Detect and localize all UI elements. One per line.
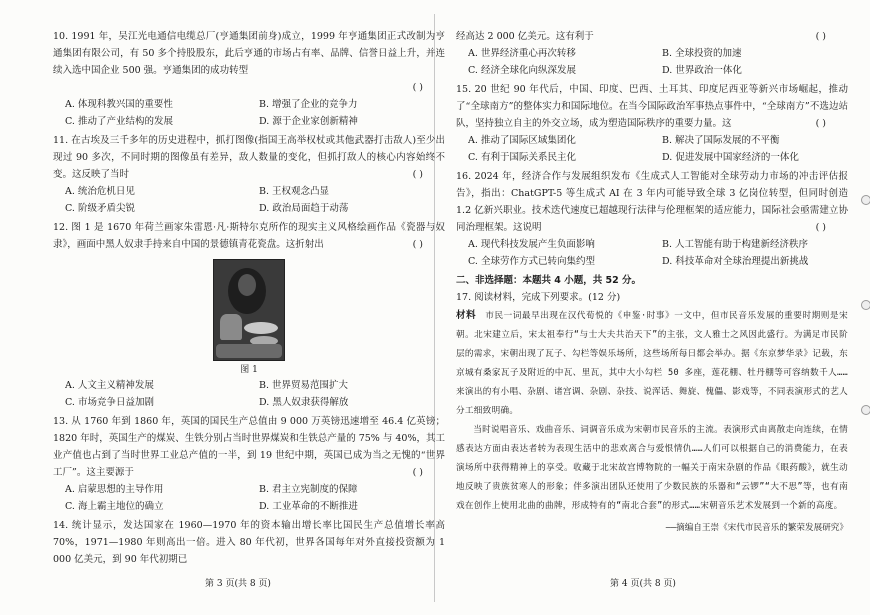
material-passage: [456, 306, 848, 516]
option-a[interactable]: A. 人文主义精神发展: [65, 380, 154, 391]
option-c[interactable]: C. 阶级矛盾尖锐: [65, 203, 135, 214]
option-d[interactable]: D. 源于企业家创新精神: [259, 116, 358, 127]
option-d[interactable]: D. 政治局面趋于动荡: [259, 203, 349, 214]
option-d[interactable]: D. 工业革命的不断推进: [259, 501, 358, 512]
options: [456, 236, 848, 270]
question-stem: 14. 统计显示，发达国家在 1960—1970 年的资本输出增长率比国民生产总值增长率高 70%，1971—1980 年则高出一倍。进入 80 年代初，世界各国每年对外直接投资额为 1 000 亿美元，到 90 年代初期已: [53, 520, 445, 565]
option-d[interactable]: D. 促进发展中国家经济的一体化: [662, 152, 799, 163]
question-stem: 15. 20 世纪 90 年代后，中国、印度、巴西、土耳其、印度尼西亚等新兴市场崛起，推动了“全球南方”的整体实力和国际地位。在当今国际政治军事热点事件中，“全球南方”不选边站队，坚持独立自主的外交立场，成为塑造国际秩序的重要力量。这: [456, 84, 848, 129]
options: [53, 481, 445, 515]
option-b[interactable]: B. 人工智能有助于构建新经济秩序: [662, 239, 809, 250]
answer-bracket[interactable]: ( ): [412, 169, 423, 180]
question-14-continued: [456, 28, 848, 79]
question-17: [456, 289, 848, 537]
option-c[interactable]: C. 全球劳作方式已转向集约型: [468, 256, 595, 267]
material-label: 材料: [456, 310, 477, 321]
question-stem: 12. 图 1 是 1670 年荷兰画家朱雷恩·凡·斯特尔克所作的现实主义风格绘画作品《瓷器与奴隶》，画面中黑人奴隶手持来自中国的景德镇青花瓷盘。这折射出: [53, 222, 445, 250]
answer-bracket[interactable]: ( ): [412, 82, 423, 93]
binding-hole: [861, 405, 870, 415]
option-c[interactable]: C. 海上霸主地位的确立: [65, 501, 164, 512]
painting-figure: [213, 259, 285, 361]
question-stem: 17. 阅读材料，完成下列要求。(12 分): [456, 292, 621, 303]
option-a[interactable]: A. 推动了国际区域集团化: [468, 135, 576, 146]
answer-bracket[interactable]: ( ): [815, 118, 826, 129]
question-11: [53, 132, 445, 217]
answer-bracket[interactable]: ( ): [815, 222, 826, 233]
left-column: [53, 28, 445, 570]
question-stem: 经高达 2 000 亿美元。这有利于: [456, 31, 594, 42]
question-stem: 11. 在古埃及三千多年的历史进程中，抓打图像(指国王高举权杖或其他武器打击敌人)至少出现过 90 多次，不同时期的图像虽有差异，敌人数量的变化，但抓打敌人的核心内容始终不变。这反映了当时: [53, 135, 445, 180]
binding-hole: [861, 300, 870, 310]
option-b[interactable]: B. 增强了企业的竞争力: [259, 99, 358, 110]
right-column: [456, 28, 848, 539]
answer-bracket[interactable]: ( ): [412, 467, 423, 478]
question-stem: 16. 2024 年，经济合作与发展组织发布《生成式人工智能对全球劳动力市场的冲击评估报告》，指出：ChatGPT-5 等生成式 AI 在 3 年内可能导致全球 3 亿岗位转型，但同时创造 1.2 亿新兴职业。技术迭代速度已超越现行法律与伦理框架的适应能力，国际社会亟需建立协同治理框架。这说明: [456, 171, 848, 233]
option-a[interactable]: A. 世界经济重心再次转移: [468, 48, 576, 59]
question-14: [53, 517, 445, 568]
options: [456, 45, 848, 79]
option-a[interactable]: A. 体现科教兴国的重要性: [65, 99, 173, 110]
option-c[interactable]: C. 市场竞争日益加剧: [65, 397, 154, 408]
question-stem: 10. 1991 年，吴江光电通信电缆总厂(亨通集团前身)成立，1999 年亨通集团正式改制为亨通集团有限公司，有 50 多个持股股东，此后亨通的市场占有率、品牌、信誉日益上升，并连续入选中国企业 500 强。亨通集团的成功转型: [53, 31, 445, 76]
page-footer-left: 第 3 页(共 8 页): [205, 579, 271, 589]
figure-caption: 图 1: [240, 365, 258, 375]
option-c[interactable]: C. 有利于国际关系民主化: [468, 152, 576, 163]
option-d[interactable]: D. 黑人奴隶获得解放: [259, 397, 349, 408]
options: [53, 377, 445, 411]
answer-bracket[interactable]: ( ): [412, 239, 423, 250]
options: [53, 183, 445, 217]
option-c[interactable]: C. 经济全球化向纵深发展: [468, 65, 576, 76]
option-d[interactable]: D. 世界政治一体化: [662, 65, 742, 76]
page-footer-right: 第 4 页(共 8 页): [610, 579, 676, 589]
answer-bracket[interactable]: ( ): [815, 31, 826, 42]
option-b[interactable]: B. 王权观念凸显: [259, 186, 330, 197]
option-c[interactable]: C. 推动了产业结构的发展: [65, 116, 173, 127]
question-10: [53, 28, 445, 130]
option-a[interactable]: A. 统治危机日见: [65, 186, 135, 197]
option-a[interactable]: A. 现代科技发展产生负面影响: [468, 239, 595, 250]
option-a[interactable]: A. 启蒙思想的主导作用: [65, 484, 164, 495]
option-b[interactable]: B. 君主立宪制度的保障: [259, 484, 358, 495]
option-b[interactable]: B. 解决了国际发展的不平衡: [662, 135, 780, 146]
question-12: [53, 219, 445, 411]
section-heading: 二、非选择题：本题共 4 小题，共 52 分。: [456, 275, 642, 286]
option-d[interactable]: D. 科技革命对全球治理提出新挑战: [662, 256, 809, 267]
material-source: ——摘编自王崇《宋代市民音乐的繁荣发展研究》: [665, 523, 848, 533]
material-paragraph-2: 当时说唱音乐、戏曲音乐、词调音乐成为宋朝市民音乐的主流。表演形式由离散走向连续，在情感表达方面由表达者转为表现生活中的悲欢离合与爱恨情仇……人们可以根据自己的消费能力，在表演场所中获得精神上的享受。收藏于北宋故宫博物院的一幅关于南宋杂剧的作品《眼药酸》，就生动地反映了贵族贫寒人的形象；伴多演出团队还使用了少数民族的乐器和“云锣”“大不思”等，也有南戏在创作上使用北曲的曲牌，形成特有的“南北合套”的形式……宋朝音乐艺术发展到一个新的高度。: [456, 425, 848, 511]
binding-hole: [861, 195, 870, 205]
question-16: [456, 168, 848, 270]
question-13: [53, 413, 445, 515]
question-stem: 13. 从 1760 年到 1860 年，英国的国民生产总值由 9 000 万英镑迅速增至 46.4 亿英镑；1820 年时，英国生产的煤炭、生铁分别占当时世界煤炭和生铁总产量的 75% 与 40%，其工业产值也占到了当时世界工业总产值的一半，到 19 世纪中期，英国已成为当之无愧的“世界工厂”。这主要源于: [53, 416, 445, 478]
option-b[interactable]: B. 全球投资的加速: [662, 48, 742, 59]
question-15: [456, 81, 848, 166]
option-b[interactable]: B. 世界贸易范围扩大: [259, 380, 349, 391]
material-paragraph-1: 市民一词最早出现在汉代荀悦的《申鉴·时事》一文中，但市民音乐发展的重要时期则是宋朝。北宋建立后，宋太祖奉行“与士大夫共治天下”的主张，文人雅士之风因此盛行。为满足市民阶层的需求，宋朝出现了瓦子、勾栏等娱乐场所，这些场所每日都会举办。据《东京梦华录》记载，东京城有桑家瓦子及附近的中瓦、里瓦，其中大小勾栏 50 多座，莲花棚、牡丹棚等可容纳数千人……来演出的有小唱、杂剧、诸宫调、杂剧、杂技、说浑话、舞旋、傀儡、影戏等，不同表演形式的艺人分工细致明确。: [456, 311, 848, 416]
options: [456, 132, 848, 166]
options: [53, 96, 445, 130]
